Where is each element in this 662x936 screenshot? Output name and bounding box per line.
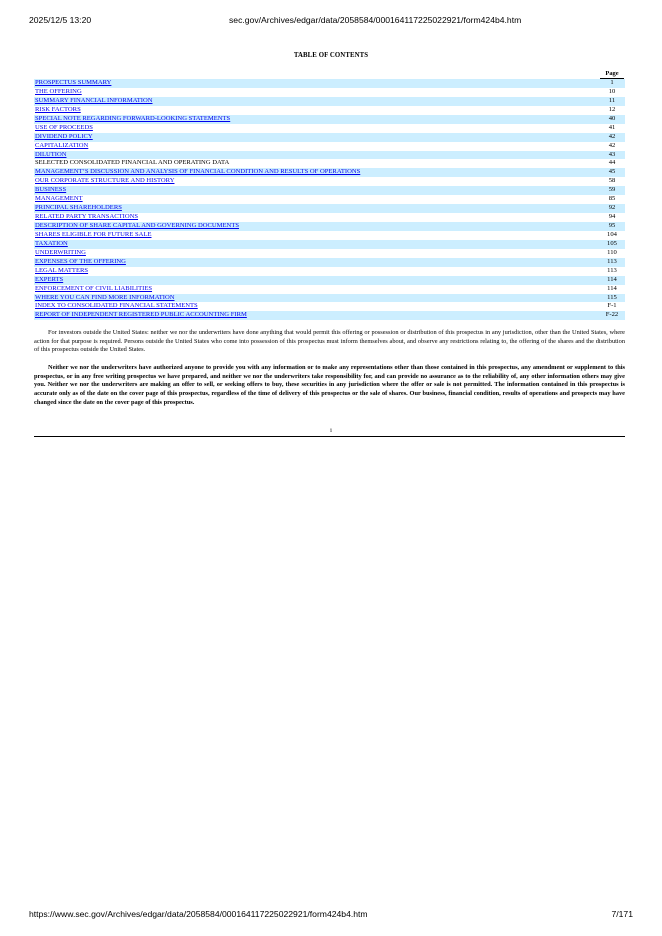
toc-row (34, 294, 625, 303)
toc-entry-page: 43 (608, 150, 616, 158)
toc-entry-label[interactable]: MANAGEMENT (35, 195, 83, 203)
toc-row (34, 222, 625, 231)
toc-entry-page: 1 (610, 79, 614, 86)
toc-row (34, 195, 625, 204)
toc-row (34, 231, 625, 240)
toc-entry-label[interactable]: THE OFFERING (35, 87, 82, 95)
toc-row (34, 302, 625, 311)
toc-row (34, 285, 625, 294)
toc-row (34, 168, 625, 177)
toc-entry-page: F-1 (607, 302, 617, 310)
toc-row (34, 97, 625, 106)
toc-entry-label[interactable]: MANAGEMENT’S DISCUSSION AND ANALYSIS OF FINANCIAL CONDITION AND RESULTS OF OPERATIONS (35, 168, 361, 176)
investors-outside-us-paragraph: For investors outside the United States: neither we nor the underwriters have done anything that would permit this offering or possession or distribution of this prospectus in any jurisdiction, other than the United States, where action for that purpose is required. Persons outside the United States who come into possession of this prospectus must inform themselves about, and observe any restrictions relating to, the offering of the shares and the distribution of this prospectus outside the United States. (34, 329, 625, 354)
toc-entry-page: 58 (608, 177, 616, 185)
toc-row (34, 88, 625, 97)
no-authorization-paragraph: Neither we nor the underwriters have authorized anyone to provide you with any information or to make any representations other than those contained in this prospectus, any amendment or supplement to this prospectus, or in any free writing prospectus we have prepared, and neither we nor the underwriters take responsibility for, and can provide no assurance as to the reliability of, any other information others may give you. Neither we nor the underwriters are making an offer to sell, or seeking offers to buy, these securities in any jurisdiction where the offer or sale is not permitted. The information contained in this prospectus is accurate only as of the date on the cover page of this prospectus, regardless of the time of delivery of this prospectus or the sale of shares. Our business, financial condition, results of operations and prospects may have changed since the date on the cover page of this prospectus. (34, 364, 625, 406)
toc-entry-label[interactable]: SHARES ELIGIBLE FOR FUTURE SALE (35, 230, 152, 238)
toc-entry-page: 42 (608, 132, 616, 140)
toc-row (34, 213, 625, 222)
toc-entry-page: 113 (607, 257, 617, 265)
toc-entry-page: 95 (608, 222, 616, 229)
toc-entry-label[interactable]: RISK FACTORS (35, 105, 81, 113)
toc-entry-label[interactable]: LEGAL MATTERS (35, 266, 89, 274)
toc-row (34, 133, 625, 142)
document-page-number: i (330, 427, 332, 434)
toc-entry-page: 42 (608, 141, 616, 149)
toc-entry-page: 40 (608, 114, 616, 122)
toc-row (34, 115, 625, 124)
toc-row (34, 267, 625, 276)
toc-row (34, 186, 625, 195)
print-page-counter: 7/171 (611, 909, 633, 919)
toc-entry-label[interactable]: USE OF PROCEEDS (35, 123, 93, 131)
toc-entry-page: F-22 (605, 311, 619, 319)
toc-entry-label[interactable]: INDEX TO CONSOLIDATED FINANCIAL STATEMENTS (35, 302, 198, 310)
toc-entry-page: 114 (607, 275, 617, 283)
toc-entry-page: 104 (607, 230, 617, 238)
toc-entry-label[interactable]: PROSPECTUS SUMMARY (35, 79, 112, 86)
toc-row (34, 258, 625, 267)
toc-entry-label[interactable]: BUSINESS (35, 186, 67, 194)
toc-row (34, 142, 625, 151)
toc-row (34, 249, 625, 258)
toc-entry-label[interactable]: OUR CORPORATE STRUCTURE AND HISTORY (35, 177, 175, 185)
page-bottom-rule (34, 436, 625, 437)
toc-entry-page: 45 (608, 168, 616, 176)
toc-entry-page: 113 (607, 266, 617, 274)
toc-row (34, 151, 625, 160)
toc-entry-label[interactable]: DILUTION (35, 150, 67, 158)
toc-page-column-header: Page (605, 70, 619, 77)
toc-entry-label[interactable]: SPECIAL NOTE REGARDING FORWARD-LOOKING STATEMENTS (35, 114, 231, 122)
toc-entry-page: 41 (608, 123, 616, 131)
table-of-contents (34, 79, 625, 320)
toc-entry-label[interactable]: EXPERTS (35, 275, 64, 283)
toc-entry-label: SELECTED CONSOLIDATED FINANCIAL AND OPERATING DATA (35, 159, 230, 167)
toc-title: TABLE OF CONTENTS (293, 52, 369, 59)
toc-entry-label[interactable]: SUMMARY FINANCIAL INFORMATION (35, 96, 153, 104)
toc-entry-label[interactable]: EXPENSES OF THE OFFERING (35, 257, 126, 265)
toc-entry-page: 12 (608, 105, 616, 113)
toc-row (34, 311, 625, 320)
toc-entry-page: 85 (608, 195, 616, 203)
toc-row (34, 124, 625, 133)
toc-entry-label[interactable]: RELATED PARTY TRANSACTIONS (35, 213, 139, 221)
toc-entry-label[interactable]: CAPITALIZATION (35, 141, 89, 149)
toc-entry-page: 59 (608, 186, 616, 194)
toc-entry-page: 114 (607, 284, 617, 292)
toc-row (34, 159, 625, 168)
toc-row (34, 177, 625, 186)
toc-entry-label[interactable]: PRINCIPAL SHAREHOLDERS (35, 204, 122, 212)
print-url: https://www.sec.gov/Archives/edgar/data/2058584/000164117225022921/form424b4.htm (29, 909, 368, 919)
toc-entry-page: 105 (607, 239, 617, 247)
toc-entry-page: 110 (607, 248, 617, 256)
toc-entry-page: 10 (608, 87, 616, 95)
toc-row (34, 79, 625, 88)
toc-entry-page: 92 (608, 204, 616, 212)
toc-entry-label[interactable]: ENFORCEMENT OF CIVIL LIABILITIES (35, 284, 153, 292)
toc-entry-page: 11 (608, 96, 616, 104)
toc-row (34, 240, 625, 249)
toc-entry-label[interactable]: DIVIDEND POLICY (35, 132, 93, 140)
toc-entry-page: 115 (607, 293, 617, 301)
toc-entry-label[interactable]: WHERE YOU CAN FIND MORE INFORMATION (35, 293, 175, 301)
toc-entry-label[interactable]: UNDERWRITING (35, 248, 86, 256)
toc-row (34, 106, 625, 115)
print-footer (29, 909, 633, 921)
toc-row (34, 204, 625, 213)
toc-entry-page: 44 (608, 159, 616, 167)
print-header (29, 15, 633, 27)
print-datetime: 2025/12/5 13:20 (29, 15, 92, 25)
toc-entry-label[interactable]: DESCRIPTION OF SHARE CAPITAL AND GOVERNING DOCUMENTS (35, 222, 240, 229)
toc-entry-page: 94 (608, 213, 616, 221)
print-page-title: sec.gov/Archives/edgar/data/2058584/000164117225022921/form424b4.htm (229, 15, 522, 25)
toc-entry-label[interactable]: TAXATION (35, 239, 68, 247)
toc-entry-label[interactable]: REPORT OF INDEPENDENT REGISTERED PUBLIC ACCOUNTING FIRM (35, 311, 247, 319)
toc-row (34, 276, 625, 285)
